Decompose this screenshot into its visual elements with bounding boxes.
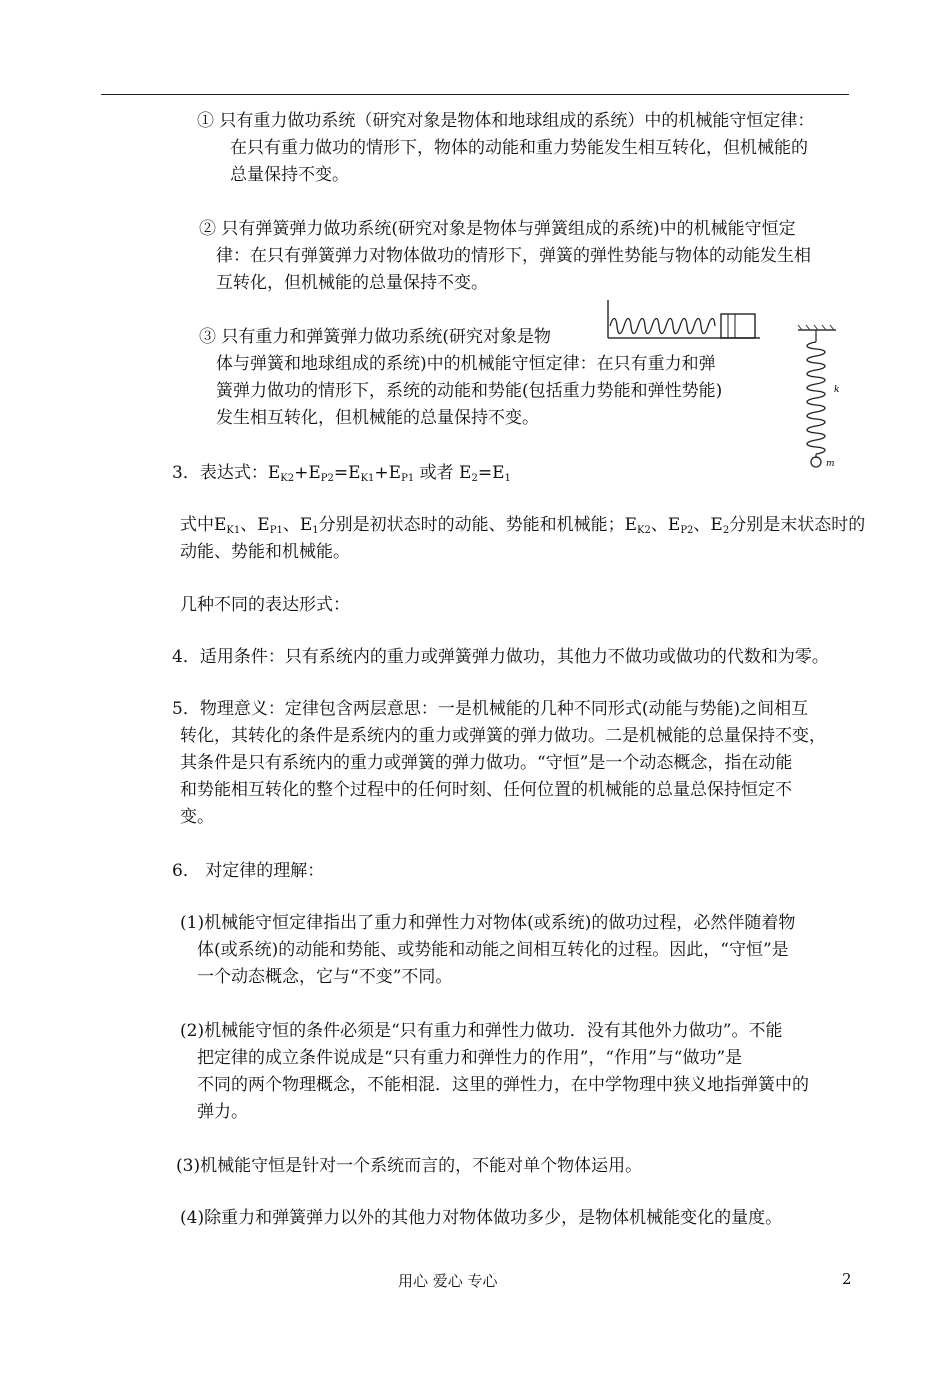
footer-motto: 用心 爱心 专心 [398,1272,498,1290]
understanding-3: (3)机械能守恒是针对一个系统而言的，不能对单个物体运用。 [176,1156,643,1176]
formula-term: $E_1$ [492,463,511,484]
understanding-line: 把定律的成立条件说成是“只有重力和弹性力的作用”，“作用”与“做功”是 [197,1048,743,1068]
header-rule [101,94,849,95]
understanding-line: 弹力。 [197,1102,248,1122]
formula-equals: = [477,463,493,483]
section-line: 转化，其转化的条件是系统内的重力或弹簧的弹力做功。二是机械能的总量保持不变， [180,726,826,746]
formula-prefix: 3．表达式： [172,463,268,483]
section-line: 变。 [180,807,214,827]
formula-equals: = [333,463,349,483]
mass-label: m [826,459,835,469]
expression-forms-heading: 几种不同的表达形式： [180,595,350,615]
formula-term: $E_{K1}$ [348,463,375,484]
understanding-line: 一个动态概念，它与“不变”不同。 [197,967,453,987]
item-line: ③ 只有重力和弹簧弹力做功系统(研究对象是物 [199,327,552,347]
section-line: 其条件是只有系统内的重力或弹簧的弹力做功。“守恒”是一个动态概念，指在动能 [180,753,793,773]
item-line: ① 只有重力做功系统（研究对象是物体和地球组成的系统）中的机械能守恒定律： [197,111,815,131]
formula-explanation [180,512,865,566]
item-line: 在只有重力做功的情形下，物体的动能和重力势能发生相互转化，但机械能的 [230,138,808,158]
formula-term: $E_{K2}$ [267,463,295,484]
formula-plus: + [294,463,309,483]
understanding-2 [180,1018,809,1126]
understanding-1 [180,910,795,991]
item-line: 总量保持不变。 [230,165,349,185]
section-6-heading: 6． 对定律的理解： [172,861,325,881]
section-4-conditions: 4．适用条件：只有系统内的重力或弹簧弹力做功，其他力不做功或做功的代数和为零。 [172,647,829,667]
formula-term: $E_{P2}$ [308,463,334,484]
explanation-line: 式中$E_{K1}$、$E_{P1}$、$E_1$分别是初状态时的动能、势能和机械能；$E_{K2}$、$E_{P2}$、$E_2$分别是末状态时的 [180,515,866,536]
horizontal-spring-figure [604,300,764,342]
section-line: 5．物理意义：定律包含两层意思：一是机械能的几种不同形式(动能与势能)之间相互 [172,699,809,719]
section-5-meaning [172,696,826,831]
vertical-spring-figure [796,322,856,472]
formula-term: $E_2$ [459,463,478,484]
item-line: 体与弹簧和地球组成的系统)中的机械能守恒定律：在只有重力和弹 [216,354,716,374]
item-line: 簧弹力做功的情形下，系统的动能和势能(包括重力势能和弹性势能) [216,381,723,401]
formula-or: 或者 [414,463,460,483]
formula-term: $E_{P1}$ [388,463,415,484]
item-line: 互转化，但机械能的总量保持不变。 [216,273,488,293]
item-gravity-only [197,108,814,189]
page-number: 2 [842,1270,852,1288]
understanding-line: 体(或系统)的动能和势能、或势能和动能之间相互转化的过程。因此，“守恒”是 [197,940,789,960]
item-line: 律：在只有弹簧弹力对物体做功的情形下，弹簧的弹性势能与物体的动能发生相 [216,246,811,266]
formula-plus: + [374,463,389,483]
section-line: 和势能相互转化的整个过程中的任何时刻、任何位置的机械能的总量总保持恒定不 [180,780,792,800]
understanding-4: (4)除重力和弹簧弹力以外的其他力对物体做功多少，是物体机械能变化的量度。 [180,1208,783,1228]
item-spring-only [199,216,811,297]
expression-formula [172,460,511,487]
item-line: ② 只有弹簧弹力做功系统(研究对象是物体与弹簧组成的系统)中的机械能守恒定 [199,219,796,239]
understanding-line: (2)机械能守恒的条件必须是“只有重力和弹性力做功．没有其他外力做功”。不能 [180,1021,783,1041]
item-line: 发生相互转化，但机械能的总量保持不变。 [216,408,539,428]
spring-constant-label: k [834,385,840,395]
understanding-line: (1)机械能守恒定律指出了重力和弹性力对物体(或系统)的做功过程，必然伴随着物 [180,913,796,933]
understanding-line: 不同的两个物理概念，不能相混．这里的弹性力，在中学物理中狭义地指弹簧中的 [197,1075,809,1095]
explanation-line: 动能、势能和机械能。 [180,542,350,562]
